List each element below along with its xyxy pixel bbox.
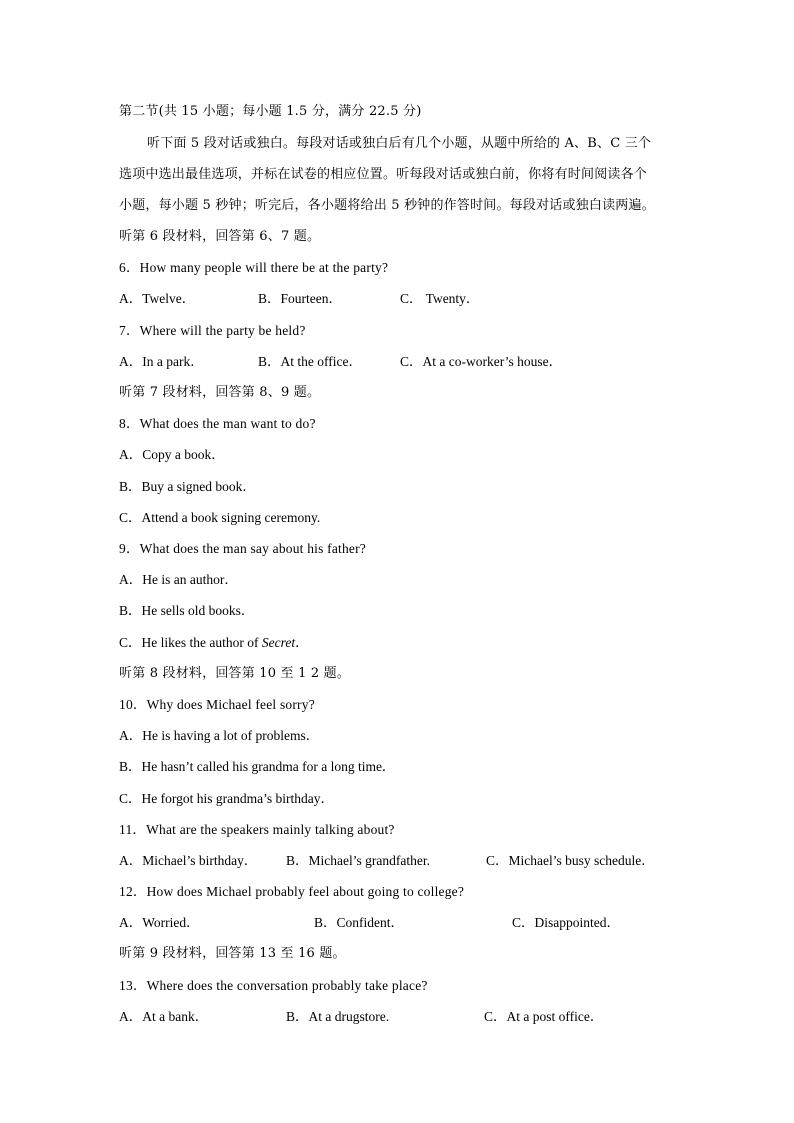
option-c: C．Attend a book signing ceremony.: [119, 510, 321, 525]
option-a: A．He is having a lot of problems．: [119, 728, 320, 743]
instruction-line-3: 小题，每小题 5 秒钟；听完后，各小题将给出 5 秒钟的作答时间。每段对话或独白读两遍。: [119, 198, 655, 213]
option-a: A．Michael’s birthday．: [119, 853, 258, 868]
question-stem: 10．Why does Michael feel sorry?: [119, 697, 315, 712]
option-c: C．At a co-worker’s house．: [400, 354, 563, 369]
option-b: B．Fourteen．: [258, 291, 342, 306]
question-stem: 6．How many people will there be at the party?: [119, 260, 389, 275]
option-b: B．Michael’s grandfather.: [286, 853, 430, 868]
option-c: [119, 635, 309, 651]
option-a: A．Worried．: [119, 915, 200, 930]
question-stem: 9．What does the man say about his father?: [119, 541, 367, 556]
option-a: A．He is an author．: [119, 572, 238, 587]
question-stem: 12．How does Michael probably feel about going to college?: [119, 884, 465, 899]
instruction-line-1: 听下面 5 段对话或独白。每段对话或独白后有几个小题，从题中所给的 A、B、C 三个: [147, 136, 652, 151]
option-b: B．Confident．: [314, 915, 404, 930]
option-b: B．At the office．: [258, 354, 362, 369]
group-intro: 听第 8 段材料，回答第 10 至 1 2 题。: [119, 666, 351, 681]
option-b: B．At a drugstore.: [286, 1009, 390, 1024]
book-title: Secret: [261, 635, 296, 650]
question-stem: 11．What are the speakers mainly talking about?: [119, 822, 395, 837]
option-c-end: ．: [295, 635, 309, 650]
group-intro: 听第 9 段材料，回答第 13 至 16 题。: [119, 946, 346, 961]
question-stem: 13．Where does the conversation probably take place?: [119, 978, 428, 993]
option-c: C．Disappointed．: [512, 915, 620, 930]
instruction-line-2: 选项中选出最佳选项，并标在试卷的相应位置。听每段对话或独白前，你将有时间阅读各个: [119, 167, 648, 182]
option-a: A．Copy a book．: [119, 447, 225, 462]
option-b: B．He hasn’t called his grandma for a long time．: [119, 759, 396, 774]
option-c: C．Michael’s busy schedule．: [486, 853, 655, 868]
section-header: 第二节(共 15 小题；每小题 1.5 分，满分 22.5 分): [119, 104, 422, 119]
option-b: B．He sells old books．: [119, 603, 255, 618]
option-a: A．Twelve．: [119, 291, 196, 306]
group-intro: 听第 7 段材料，回答第 8、9 题。: [119, 385, 321, 400]
question-stem: 8．What does the man want to do?: [119, 416, 316, 431]
option-c: C．He forgot his grandma’s birthday．: [119, 791, 334, 806]
question-stem: 7．Where will the party be held?: [119, 323, 306, 338]
option-c: C．At a post office．: [484, 1009, 604, 1024]
option-a: A．At a bank．: [119, 1009, 209, 1024]
group-intro: 听第 6 段材料，回答第 6、7 题。: [119, 229, 321, 244]
option-b: B．Buy a signed book．: [119, 479, 256, 494]
option-c: C． Twenty．: [400, 291, 480, 306]
option-c-text: C．He likes the author of: [119, 635, 259, 650]
option-a: A．In a park．: [119, 354, 204, 369]
